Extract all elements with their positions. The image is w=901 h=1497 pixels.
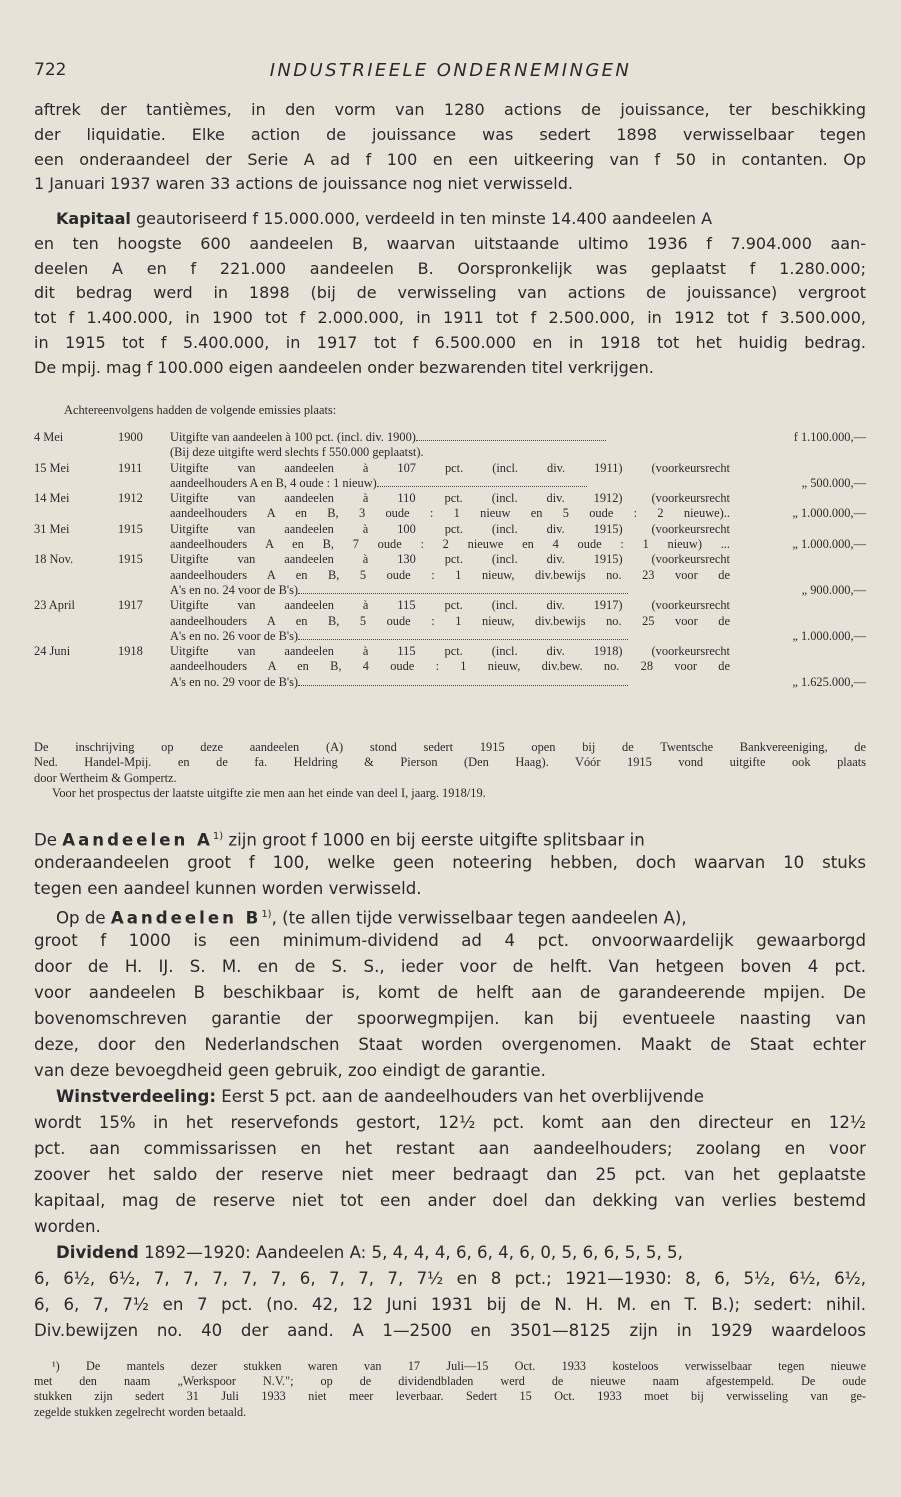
dot-leader bbox=[377, 486, 587, 487]
dot-leader bbox=[298, 593, 628, 594]
paragraph-kapitaal bbox=[34, 207, 866, 381]
text-line: kapitaal, mag de reserve niet tot een ander doel dan dekking van verlies bestemd bbox=[34, 1191, 866, 1210]
page-number: 722 bbox=[34, 60, 67, 80]
emission-line bbox=[34, 552, 866, 567]
emission-description: Uitgifte van aandeelen à 130 pct. (incl. div. 1915) (voorkeursrecht bbox=[170, 552, 730, 567]
section-label-kapitaal: Kapitaal bbox=[56, 209, 131, 228]
emission-description: aandeelhouders A en B, 7 oude : 2 nieuwe en 4 oude : 1 nieuw) ... bbox=[170, 537, 730, 552]
emission-date: 18 Nov. bbox=[34, 552, 74, 567]
emission-line bbox=[34, 430, 866, 445]
note-line: door Wertheim & Gompertz. bbox=[34, 770, 177, 785]
emission-row bbox=[34, 491, 866, 522]
emission-date: 4 Mei bbox=[34, 430, 64, 444]
text-line bbox=[34, 824, 866, 850]
text-line-rest: geautoriseerd f 15.000.000, verdeeld in ten minste 14.400 aandeelen A bbox=[130, 209, 713, 228]
emission-text: A's en no. 26 voor de B's) bbox=[170, 628, 299, 643]
dot-leader bbox=[298, 639, 628, 640]
emission-description bbox=[170, 629, 730, 644]
emission-description: Uitgifte van aandeelen à 107 pct. (incl. div. 1911) (voorkeursrecht bbox=[170, 460, 730, 475]
text-line bbox=[34, 902, 866, 928]
emission-amount: „ 1.625.000,— bbox=[792, 674, 866, 689]
paragraph-aandeelen-b bbox=[34, 902, 866, 1084]
text-line: 6, 6½, 6½, 7, 7, 7, 7, 7, 6, 7, 7, 7, 7½ en 8 pct.; 1921—1930: 8, 6, 5½, 6½, 6½, bbox=[34, 1269, 866, 1288]
emission-date: 15 Mei bbox=[34, 460, 70, 475]
text-line: door de H. IJ. S. M. en de S. S., ieder voor de helft. Van hetgeen boven 4 pct. bbox=[34, 957, 866, 976]
emission-row bbox=[34, 522, 866, 553]
emission-line bbox=[34, 598, 866, 613]
prospectus-note: Voor het prospectus der laatste uitgifte zie men aan het einde van deel I, jaarg. 1918/19. bbox=[52, 785, 486, 800]
emission-row bbox=[34, 598, 866, 644]
emission-line bbox=[34, 614, 866, 629]
paragraph-dividend bbox=[34, 1240, 866, 1344]
emission-line bbox=[34, 675, 866, 690]
paragraph-aandeelen-a bbox=[34, 824, 866, 902]
emission-year: 1912 bbox=[118, 491, 143, 506]
emission-line bbox=[34, 476, 866, 491]
emission-amount: „ 500.000,— bbox=[801, 475, 866, 490]
emission-row bbox=[34, 552, 866, 598]
section-label-aandeelen-b: Aandeelen B bbox=[110, 908, 262, 928]
section-label-dividend: Dividend bbox=[56, 1243, 139, 1262]
text-line: Div.bewijzen no. 40 der aand. A 1—2500 en 3501—8125 zijn in 1929 waardeloos bbox=[34, 1321, 866, 1340]
footnote-ref: 1) bbox=[212, 831, 224, 842]
text-line: voor aandeelen B beschikbaar is, komt de helft aan de garandeerende mpijen. De bbox=[34, 983, 866, 1002]
text-line: wordt 15% in het reservefonds gestort, 12½ pct. komt aan den directeur en 12½ bbox=[34, 1113, 866, 1132]
dot-leader bbox=[298, 685, 628, 686]
text-prefix: De bbox=[34, 830, 63, 850]
footnote-line: met den naam „Werkspoor N.V."; op de dividendbladen werd de nieuwe naam afgestempeld. De oude bbox=[34, 1374, 866, 1389]
emission-description bbox=[170, 476, 730, 491]
emission-line bbox=[34, 659, 866, 674]
text-line: bovenomschreven garantie der spoorwegmpijen. kan bij eventueele naasting van bbox=[34, 1009, 866, 1028]
emission-text: aandeelhouders A en B, 4 oude : 1 nieuw) bbox=[170, 475, 377, 490]
text-line: aftrek der tantièmes, in den vorm van 1280 actions de jouissance, ter beschikking bbox=[34, 100, 866, 119]
text-line: 6, 6, 7, 7½ en 7 pct. (no. 42, 12 Juni 1931 bij de N. H. M. en T. B.); sedert: nihil. bbox=[34, 1295, 866, 1314]
text-line: deze, door den Nederlandschen Staat worden overgenomen. Maakt de Staat echter bbox=[34, 1035, 866, 1054]
text-line: deelen A en f 221.000 aandeelen B. Oorspronkelijk was geplaatst f 1.280.000; bbox=[34, 258, 866, 278]
emission-description: Uitgifte van aandeelen à 115 pct. (incl. div. 1918) (voorkeursrecht bbox=[170, 644, 730, 659]
emission-line bbox=[34, 644, 866, 659]
text-line: dit bedrag werd in 1898 (bij de verwisseling van actions de jouissance) vergroot bbox=[34, 283, 866, 303]
text-line: en ten hoogste 600 aandeelen B, waarvan uitstaande ultimo 1936 f 7.904.000 aan- bbox=[34, 233, 866, 253]
emissions-intro: Achtereenvolgens hadden de volgende emissies plaats: bbox=[64, 403, 337, 417]
dot-leader bbox=[416, 440, 606, 441]
emission-line bbox=[34, 491, 866, 506]
emission-year: 1915 bbox=[118, 552, 143, 567]
emission-line bbox=[34, 568, 866, 583]
footnote-line: stukken zijn sedert 31 Juli 1933 niet meer leverbaar. Sedert 15 Oct. 1933 moet bij verwisseling van ge- bbox=[34, 1389, 866, 1404]
emission-description: aandeelhouders A en B, 5 oude : 1 nieuw, div.bewijs no. 25 voor de bbox=[170, 613, 730, 628]
paragraph-winstverdeeling bbox=[34, 1084, 866, 1240]
text-line-rest: , (te allen tijde verwisselbaar tegen aandeelen A), bbox=[271, 908, 687, 928]
emission-amount: „ 900.000,— bbox=[801, 582, 866, 597]
emission-text: Uitgifte van aandeelen à 100 pct. (incl. div. 1900) bbox=[170, 430, 416, 444]
emission-description: Uitgifte van aandeelen à 115 pct. (incl. div. 1917) (voorkeursrecht bbox=[170, 598, 730, 613]
emission-line bbox=[34, 461, 866, 476]
text-line: De mpij. mag f 100.000 eigen aandeelen onder bezwarenden titel verkrijgen. bbox=[34, 357, 654, 377]
emission-line bbox=[34, 522, 866, 537]
text-line: een onderaandeel der Serie A ad f 100 en een uitkeering van f 50 in contanten. Op bbox=[34, 149, 866, 169]
emission-amount: „ 1.000.000,— bbox=[792, 537, 866, 552]
emission-description: aandeelhouders A en B, 3 oude : 1 nieuw en 5 oude : 2 nieuwe).. bbox=[170, 506, 730, 521]
text-line: der liquidatie. Elke action de jouissance was sedert 1898 verwisselbaar tegen bbox=[34, 124, 866, 144]
text-line: 1 Januari 1937 waren 33 actions de jouissance nog niet verwisseld. bbox=[34, 174, 573, 194]
note-line: Ned. Handel-Mpij. en de fa. Heldring & Pierson (Den Haag). Vóór 1915 vond uitgifte ook plaats bbox=[34, 755, 866, 770]
text-line: groot f 1000 is een minimum-dividend ad 4 pct. onvoorwaardelijk gewaarborgd bbox=[34, 931, 866, 950]
emission-amount: „ 1.000.000,— bbox=[792, 506, 866, 521]
emission-description: Uitgifte van aandeelen à 110 pct. (incl. div. 1912) (voorkeursrecht bbox=[170, 491, 730, 506]
emission-description: aandeelhouders A en B, 5 oude : 1 nieuw, div.bewijs no. 23 voor de bbox=[170, 567, 730, 582]
emission-date: 24 Juni bbox=[34, 644, 71, 659]
section-label-winstverdeeling: Winstverdeeling: bbox=[56, 1087, 216, 1106]
subscription-notes bbox=[34, 740, 866, 801]
emission-year: 1917 bbox=[118, 598, 143, 613]
emission-date: 23 April bbox=[34, 598, 75, 613]
text-line-rest: Eerst 5 pct. aan de aandeelhouders van het overblijvende bbox=[215, 1087, 704, 1106]
emission-line bbox=[34, 506, 866, 521]
text-line-rest: 1892—1920: Aandeelen A: 5, 4, 4, 4, 6, 6, 4, 6, 0, 5, 6, 6, 5, 5, 5, bbox=[138, 1243, 683, 1262]
emission-year: 1911 bbox=[118, 460, 143, 475]
emission-text: A's en no. 24 voor de B's) bbox=[170, 582, 299, 597]
emission-year: 1900 bbox=[118, 430, 143, 444]
emission-note: (Bij deze uitgifte werd slechts f 550.000 geplaatst). bbox=[170, 445, 424, 460]
text-line bbox=[34, 1240, 866, 1266]
text-line: worden. bbox=[34, 1217, 101, 1236]
text-line: tot f 1.400.000, in 1900 tot f 2.000.000, in 1911 tot f 2.500.000, in 1912 tot f 3.500.000, bbox=[34, 308, 866, 328]
footnote-line: zegelde stukken zegelrecht worden betaald. bbox=[34, 1404, 247, 1419]
text-line bbox=[34, 207, 866, 232]
emission-row bbox=[34, 430, 866, 461]
text-line: tegen een aandeel kunnen worden verwisseld. bbox=[34, 879, 422, 898]
emission-description: aandeelhouders A en B, 4 oude : 1 nieuw, div.bew. no. 28 voor de bbox=[170, 659, 730, 674]
footnote-ref: 1) bbox=[261, 909, 272, 920]
text-line: in 1915 tot f 5.400.000, in 1917 tot f 6.500.000 en in 1918 tot het huidig bedrag. bbox=[34, 332, 866, 352]
emission-year: 1915 bbox=[118, 521, 143, 536]
paragraph-jouissance bbox=[34, 98, 866, 197]
text-line: pct. aan commissarissen en het restant aan aandeelhouders; zoolang en voor bbox=[34, 1139, 866, 1158]
emission-amount: „ 1.000.000,— bbox=[792, 628, 866, 643]
note-line: De inschrijving op deze aandeelen (A) stond sedert 1915 open bij de Twentsche Bankvereeniging, de bbox=[34, 740, 866, 754]
emission-line bbox=[34, 445, 866, 460]
running-title: INDUSTRIEELE ONDERNEMINGEN bbox=[269, 60, 632, 81]
section-label-aandeelen-a: Aandeelen A bbox=[62, 830, 213, 850]
footnote-line: ¹) De mantels dezer stukken waren van 17 Juli—15 Oct. 1933 kosteloos verwisselbaar tegen nieuwe bbox=[52, 1359, 866, 1373]
emission-line bbox=[34, 629, 866, 644]
emission-text: A's en no. 29 voor de B's) bbox=[170, 674, 299, 689]
emission-description bbox=[170, 430, 730, 445]
text-line-rest: zijn groot f 1000 en bij eerste uitgifte splitsbaar in bbox=[223, 830, 645, 850]
emission-line bbox=[34, 537, 866, 552]
emission-line bbox=[34, 583, 866, 598]
text-line: zoover het saldo der reserve niet meer bedraagt dan 25 pct. van het geplaatste bbox=[34, 1165, 866, 1184]
emission-year: 1918 bbox=[118, 644, 143, 659]
emissions-table bbox=[34, 430, 866, 690]
emission-date: 31 Mei bbox=[34, 521, 70, 536]
text-line bbox=[34, 1084, 866, 1110]
emission-description bbox=[170, 583, 730, 598]
emission-amount: f 1.100.000,— bbox=[793, 430, 866, 444]
text-prefix: Op de bbox=[56, 908, 111, 928]
text-line: onderaandeelen groot f 100, welke geen noteering hebben, doch waarvan 10 stuks bbox=[34, 853, 866, 872]
emission-description bbox=[170, 675, 730, 690]
page-header bbox=[34, 60, 867, 90]
emission-date: 14 Mei bbox=[34, 491, 70, 506]
emission-description: Uitgifte van aandeelen à 100 pct. (incl. div. 1915) (voorkeursrecht bbox=[170, 521, 730, 536]
emission-row bbox=[34, 461, 866, 492]
text-line: van deze bevoegdheid geen gebruik, zoo eindigt de garantie. bbox=[34, 1061, 546, 1080]
footnote bbox=[34, 1359, 866, 1420]
emission-row bbox=[34, 644, 866, 690]
